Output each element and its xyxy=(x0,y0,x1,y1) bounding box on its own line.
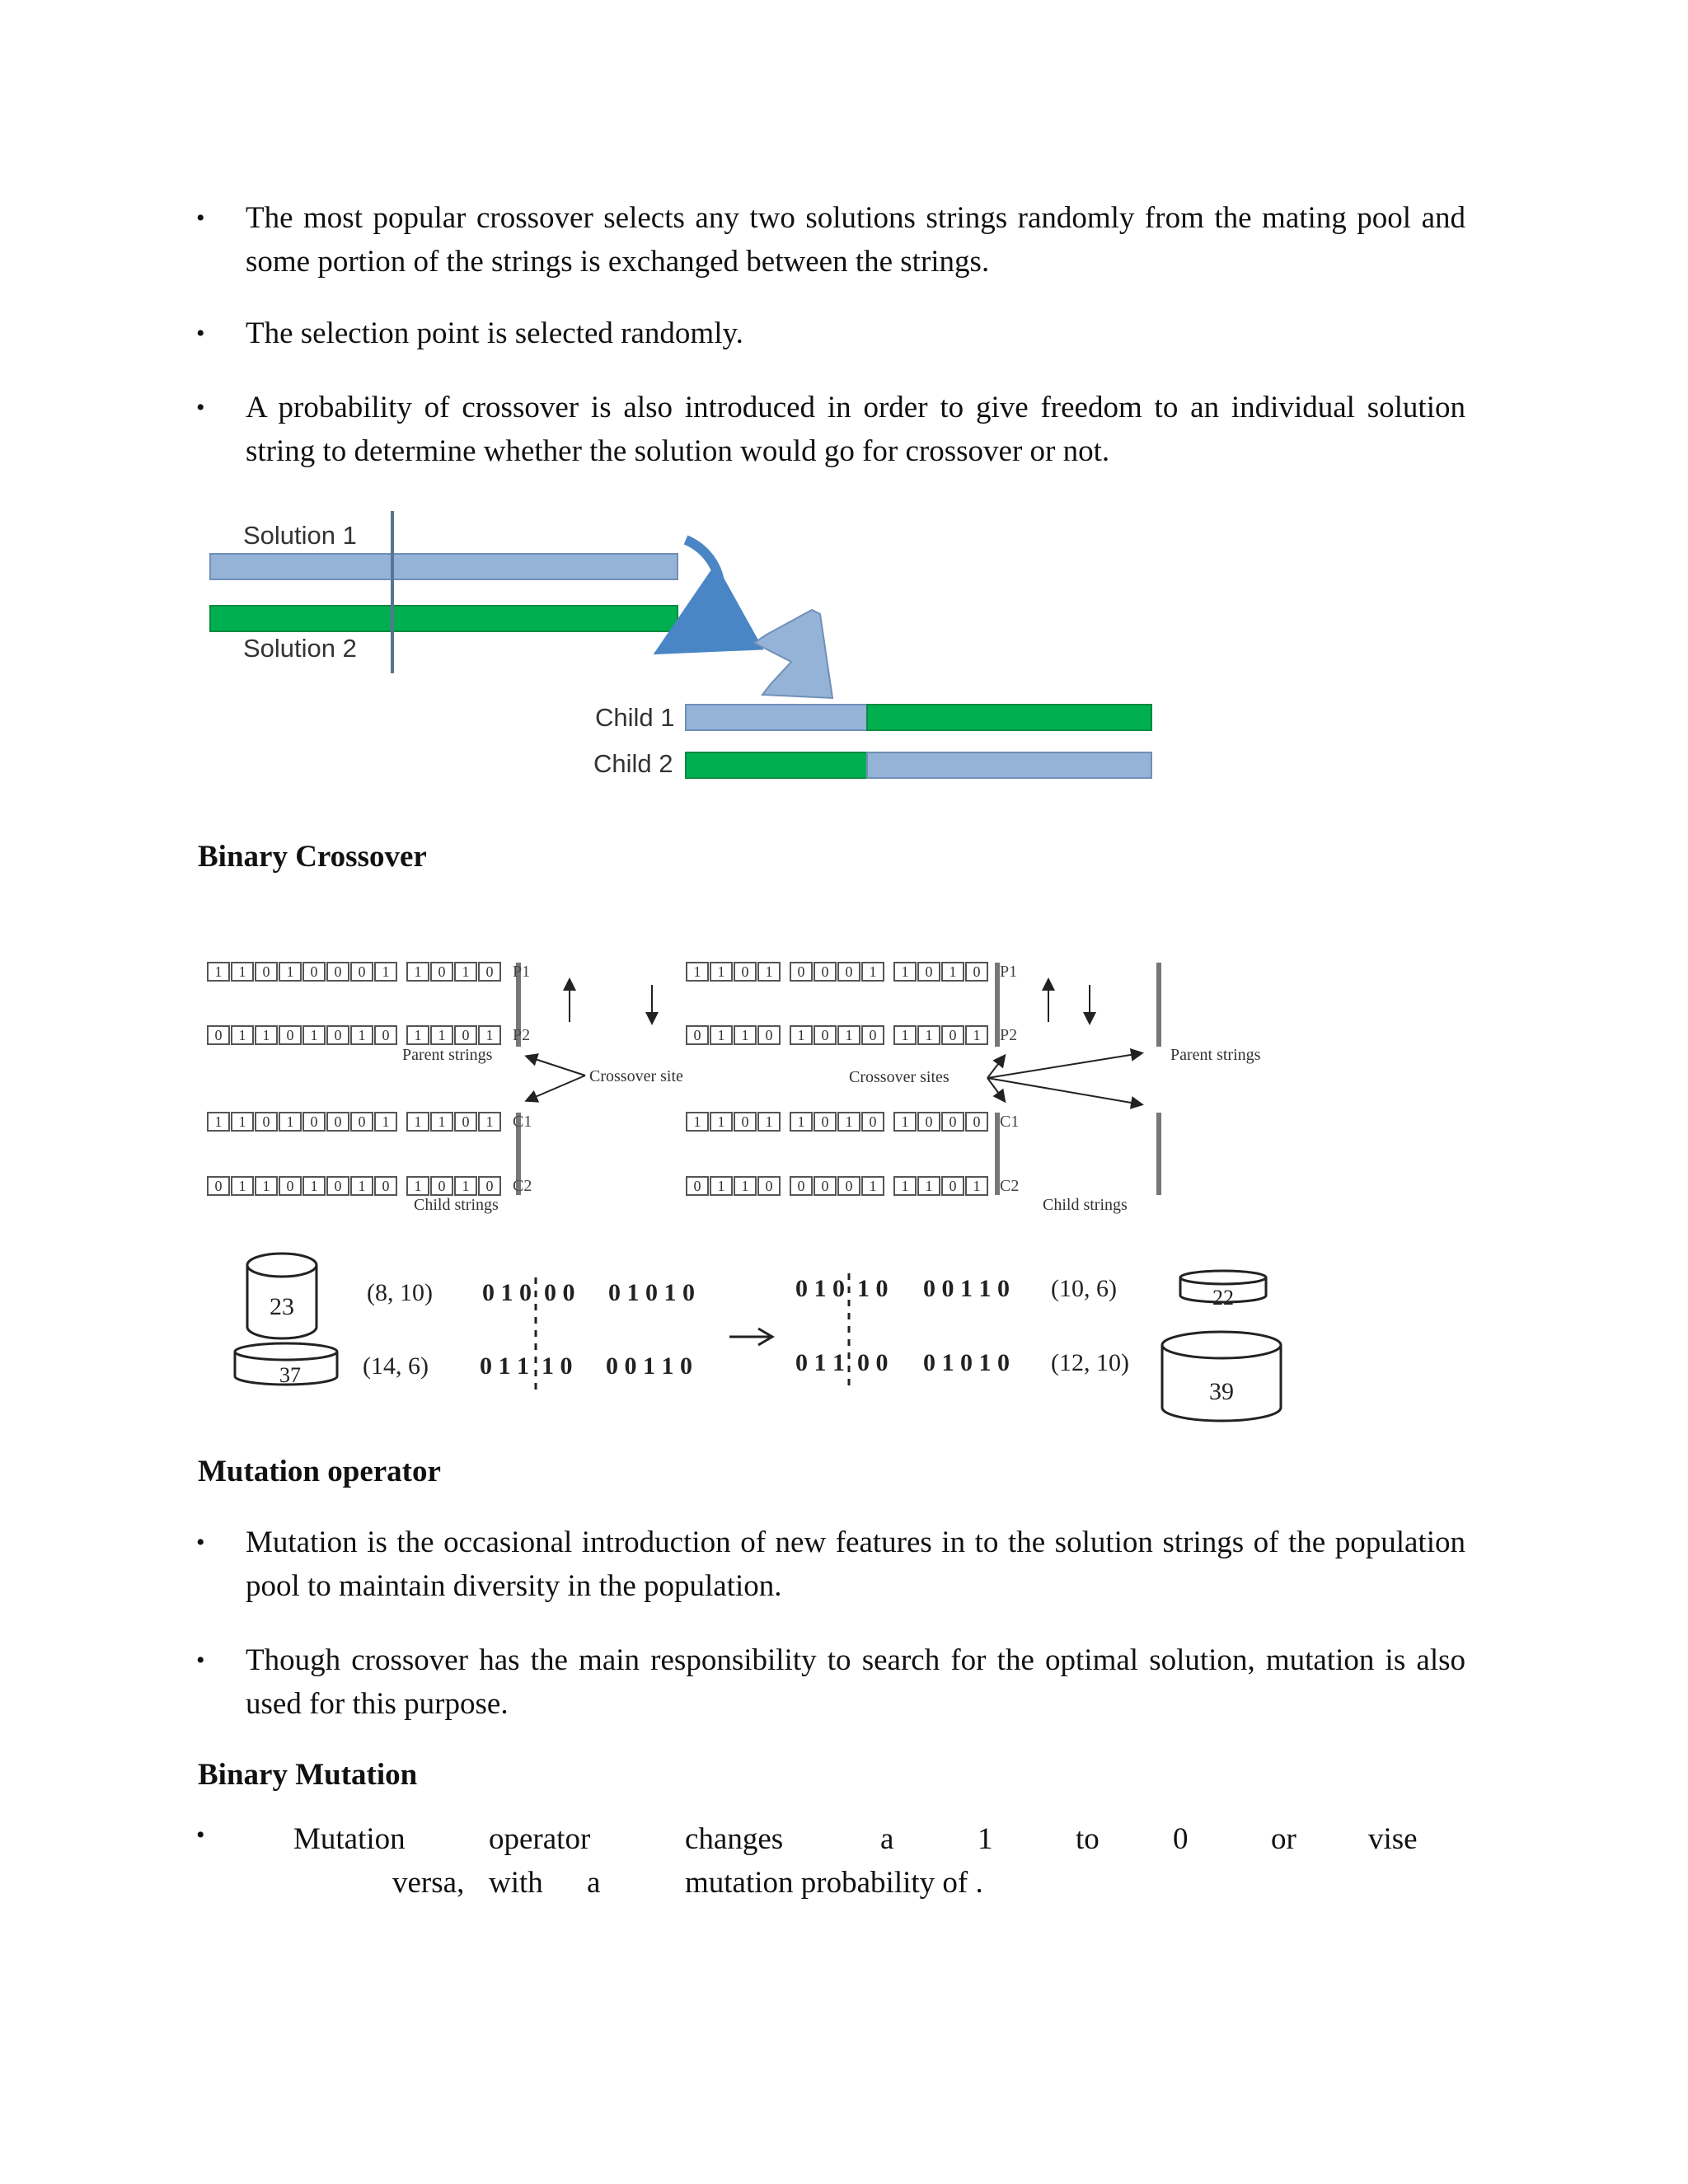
child-2-label: Child 2 xyxy=(593,749,673,778)
bit-value: 1 xyxy=(238,1178,246,1194)
pointer-arrow xyxy=(987,1057,1004,1078)
child-1-bar-right xyxy=(867,705,1151,730)
solution-2-label: Solution 2 xyxy=(243,634,357,663)
mutation-word: a xyxy=(587,1866,601,1900)
bit-value: 0 xyxy=(334,1027,342,1043)
bit-value: 1 xyxy=(414,963,422,980)
parent-1-bits-c: 0 1 0 1 0 xyxy=(608,1279,695,1306)
bit-value: 1 xyxy=(901,1178,909,1194)
bullet-text: Mutation is the occasional introduction of new features in to the solution strings of the population pool to maintain diversity in the population. xyxy=(246,1526,1465,1603)
bit-value: 0 xyxy=(262,1113,270,1130)
bullet-text: The most popular crossover selects any two solutions strings randomly from the mating pool and some portion of the strings is exchanged between the strings. xyxy=(246,201,1465,279)
parent-1-bits-a: 0 1 0 xyxy=(482,1279,532,1306)
solution-2-bar xyxy=(210,606,678,631)
child-2-bits-b: 0 0 xyxy=(857,1349,889,1376)
row-label: P1 xyxy=(1000,963,1018,981)
mutation-word: or xyxy=(1271,1822,1296,1856)
mutation-word: to xyxy=(1076,1822,1100,1856)
decoded-crossover-example xyxy=(198,1244,1352,1426)
bit-value: 1 xyxy=(310,1027,318,1043)
row-label: C1 xyxy=(1000,1113,1020,1131)
bit-value: 0 xyxy=(286,1178,294,1194)
bit-value: 1 xyxy=(310,1178,318,1194)
child-1-bits-c: 0 0 1 1 0 xyxy=(923,1275,1010,1302)
swap-arrow-icon xyxy=(686,540,720,630)
child-1-bits-a: 0 1 0 xyxy=(795,1275,845,1302)
bit-value: 0 xyxy=(741,1113,749,1130)
child-2-bits-a: 0 1 1 xyxy=(795,1349,845,1376)
bit-value: 0 xyxy=(821,963,829,980)
row-label: C1 xyxy=(513,1113,532,1131)
pointer-arrow xyxy=(987,1078,1141,1104)
pointer-arrow xyxy=(987,1053,1141,1078)
bit-value: 0 xyxy=(869,1113,877,1130)
bit-value: 1 xyxy=(845,1113,853,1130)
row-label: C2 xyxy=(513,1177,532,1195)
mutation-word: 1 xyxy=(978,1822,993,1856)
mutation-bullet-2 xyxy=(196,1638,1465,1726)
bit-value: 0 xyxy=(214,1027,223,1043)
bullet-text: Though crossover has the main responsibility to search for the optimal solution, mutation is also used for this purpose. xyxy=(246,1643,1465,1721)
parent-1-pair: (8, 10) xyxy=(367,1279,433,1306)
bit-value: 0 xyxy=(973,1113,981,1130)
bit-value: 0 xyxy=(382,1027,390,1043)
bit-value: 0 xyxy=(869,1027,877,1043)
fitness-value: 37 xyxy=(279,1363,301,1387)
bit-value: 1 xyxy=(485,1027,494,1043)
parent-2-bits-a: 0 1 1 xyxy=(480,1352,529,1380)
crossover-diagram xyxy=(198,507,1187,804)
bit-value: 0 xyxy=(334,1113,342,1130)
bit-value: 1 xyxy=(693,1113,701,1130)
child-2-bar-left xyxy=(686,752,867,778)
bit-value: 0 xyxy=(462,1027,470,1043)
bit-value: 0 xyxy=(214,1178,223,1194)
bit-value: 0 xyxy=(262,963,270,980)
solution-1-label: Solution 1 xyxy=(243,521,357,550)
bit-value: 1 xyxy=(414,1178,422,1194)
bit-value: 1 xyxy=(286,1113,294,1130)
solution-1-bar xyxy=(210,554,678,579)
crossover-bullet-1 xyxy=(196,196,1465,284)
bit-value: 0 xyxy=(845,1178,853,1194)
child-1-pair: (10, 6) xyxy=(1051,1275,1117,1302)
mutation-word: changes xyxy=(685,1822,784,1856)
transform-arrow-icon xyxy=(729,1329,772,1345)
binary-crossover-heading: Binary Crossover xyxy=(198,840,427,874)
bit-value: 1 xyxy=(925,1027,933,1043)
bit-value: 1 xyxy=(262,1178,270,1194)
bit-value: 1 xyxy=(901,963,909,980)
bit-value: 0 xyxy=(310,1113,318,1130)
bit-value: 1 xyxy=(973,1027,981,1043)
bit-value: 0 xyxy=(765,1027,773,1043)
crossover-bullet-2 xyxy=(196,312,1465,355)
bit-value: 0 xyxy=(334,1178,342,1194)
mutation-bullet-1 xyxy=(196,1521,1465,1608)
row-label: P1 xyxy=(513,963,531,981)
bit-value: 0 xyxy=(949,1178,957,1194)
bullet-dot: • xyxy=(196,394,205,421)
bit-value: 0 xyxy=(310,963,318,980)
bit-value: 1 xyxy=(973,1178,981,1194)
bit-value: 1 xyxy=(438,1027,446,1043)
mutation-word: mutation probability of . xyxy=(685,1866,983,1900)
bit-value: 1 xyxy=(214,1113,223,1130)
parent-2-bits-b: 1 0 xyxy=(542,1352,573,1380)
bit-value: 1 xyxy=(438,1113,446,1130)
bit-value: 1 xyxy=(797,1027,805,1043)
bit-value: 1 xyxy=(717,1027,725,1043)
bit-value: 1 xyxy=(414,1027,422,1043)
bit-value: 0 xyxy=(358,963,366,980)
bullet-text: A probability of crossover is also introduced in order to give freedom to an individual solution string to determine whether the solution would go for crossover or not. xyxy=(246,391,1465,468)
binary-mutation-bullet xyxy=(196,1821,1465,1912)
bit-value: 1 xyxy=(765,1113,773,1130)
left-site-label: Crossover site xyxy=(589,1067,683,1085)
bit-value: 0 xyxy=(821,1027,829,1043)
right-parent-label: Parent strings xyxy=(1170,1046,1261,1064)
parent-2-pair: (14, 6) xyxy=(363,1352,429,1380)
bit-value: 0 xyxy=(797,1178,805,1194)
bit-value: 1 xyxy=(238,1027,246,1043)
bit-value: 0 xyxy=(949,1113,957,1130)
pointer-arrow xyxy=(528,1057,585,1076)
bit-value: 0 xyxy=(845,963,853,980)
pointer-arrow xyxy=(987,1078,1004,1100)
bit-value: 1 xyxy=(717,1113,725,1130)
bit-value: 0 xyxy=(821,1178,829,1194)
bit-value: 0 xyxy=(797,963,805,980)
bit-value: 1 xyxy=(845,1027,853,1043)
bit-value: 1 xyxy=(693,963,701,980)
binary-mutation-heading: Binary Mutation xyxy=(198,1758,418,1792)
mutation-word: Mutation xyxy=(293,1822,406,1856)
bit-value: 1 xyxy=(485,1113,494,1130)
bit-value: 0 xyxy=(925,1113,933,1130)
bit-value: 0 xyxy=(334,963,342,980)
bullet-dot: • xyxy=(196,1821,205,1849)
fitness-cylinder-39 xyxy=(1162,1332,1281,1421)
bit-value: 1 xyxy=(741,1027,749,1043)
bit-value: 1 xyxy=(262,1027,270,1043)
bit-value: 1 xyxy=(717,963,725,980)
row-label: C2 xyxy=(1000,1177,1020,1195)
bit-value: 1 xyxy=(717,1178,725,1194)
bullet-text: The selection point is selected randomly. xyxy=(246,316,743,350)
bit-value: 1 xyxy=(901,1027,909,1043)
bit-value: 1 xyxy=(901,1113,909,1130)
bit-value: 1 xyxy=(869,1178,877,1194)
left-child-label: Child strings xyxy=(414,1196,499,1214)
child-2-pair: (12, 10) xyxy=(1051,1349,1129,1376)
fitness-value: 39 xyxy=(1209,1378,1234,1405)
bullet-dot: • xyxy=(196,204,205,232)
bit-value: 1 xyxy=(949,963,957,980)
bit-value: 1 xyxy=(214,963,223,980)
binary-crossover-diagram xyxy=(198,948,1368,1228)
down-arrow-icon xyxy=(754,610,832,698)
bit-value: 1 xyxy=(797,1113,805,1130)
parent-2-bits-c: 0 0 1 1 0 xyxy=(606,1352,692,1380)
child-1-bar-left xyxy=(686,705,867,730)
mutation-word: versa, xyxy=(392,1866,465,1900)
bit-value: 1 xyxy=(414,1113,422,1130)
child-2-bits-c: 0 1 0 1 0 xyxy=(923,1349,1010,1376)
pointer-arrow xyxy=(528,1076,585,1100)
bit-value: 1 xyxy=(741,1178,749,1194)
bit-value: 0 xyxy=(693,1027,701,1043)
parent-1-bits-b: 0 0 xyxy=(544,1279,575,1306)
bit-value: 1 xyxy=(358,1027,366,1043)
mutation-word: with xyxy=(489,1866,543,1900)
mutation-operator-heading: Mutation operator xyxy=(198,1455,441,1488)
mutation-word: vise xyxy=(1368,1822,1418,1856)
bit-value: 1 xyxy=(382,963,390,980)
mutation-word: 0 xyxy=(1173,1822,1189,1856)
bullet-dot: • xyxy=(196,320,205,347)
bullet-dot: • xyxy=(196,1647,205,1674)
bit-value: 0 xyxy=(973,963,981,980)
bit-value: 0 xyxy=(382,1178,390,1194)
mutation-word: operator xyxy=(489,1822,591,1856)
bit-value: 0 xyxy=(286,1027,294,1043)
fitness-value: 22 xyxy=(1212,1286,1234,1310)
bit-value: 0 xyxy=(765,1178,773,1194)
bit-value: 0 xyxy=(438,963,446,980)
bit-value: 0 xyxy=(949,1027,957,1043)
fitness-cylinder-23 xyxy=(247,1254,316,1338)
bit-value: 1 xyxy=(382,1113,390,1130)
bit-value: 0 xyxy=(358,1113,366,1130)
fitness-cylinder-37 xyxy=(235,1343,337,1387)
bullet-dot: • xyxy=(196,1529,205,1556)
fitness-value: 23 xyxy=(270,1293,294,1320)
bit-value: 1 xyxy=(462,963,470,980)
bit-value: 1 xyxy=(238,1113,246,1130)
row-label: P2 xyxy=(1000,1026,1018,1044)
row-label: P2 xyxy=(513,1026,531,1044)
bit-value: 1 xyxy=(869,963,877,980)
bit-value: 1 xyxy=(765,963,773,980)
bit-value: 0 xyxy=(485,1178,494,1194)
mutation-word: a xyxy=(880,1822,894,1856)
bit-value: 1 xyxy=(238,963,246,980)
bit-value: 1 xyxy=(286,963,294,980)
bit-value: 1 xyxy=(462,1178,470,1194)
fitness-cylinder-22 xyxy=(1180,1271,1266,1310)
bit-value: 1 xyxy=(358,1178,366,1194)
bit-value: 0 xyxy=(485,963,494,980)
child-1-bits-b: 1 0 xyxy=(857,1275,889,1302)
child-1-label: Child 1 xyxy=(595,703,675,732)
bit-value: 0 xyxy=(821,1113,829,1130)
bit-value: 1 xyxy=(925,1178,933,1194)
bit-value: 0 xyxy=(925,963,933,980)
left-parent-label: Parent strings xyxy=(402,1046,493,1064)
child-2-bar-right xyxy=(867,752,1151,778)
right-site-label: Crossover sites xyxy=(849,1068,950,1086)
bit-value: 0 xyxy=(438,1178,446,1194)
bit-value: 0 xyxy=(462,1113,470,1130)
bit-value: 0 xyxy=(693,1178,701,1194)
crossover-bullet-3 xyxy=(196,386,1465,473)
bit-value: 0 xyxy=(741,963,749,980)
right-child-label: Child strings xyxy=(1043,1196,1128,1214)
